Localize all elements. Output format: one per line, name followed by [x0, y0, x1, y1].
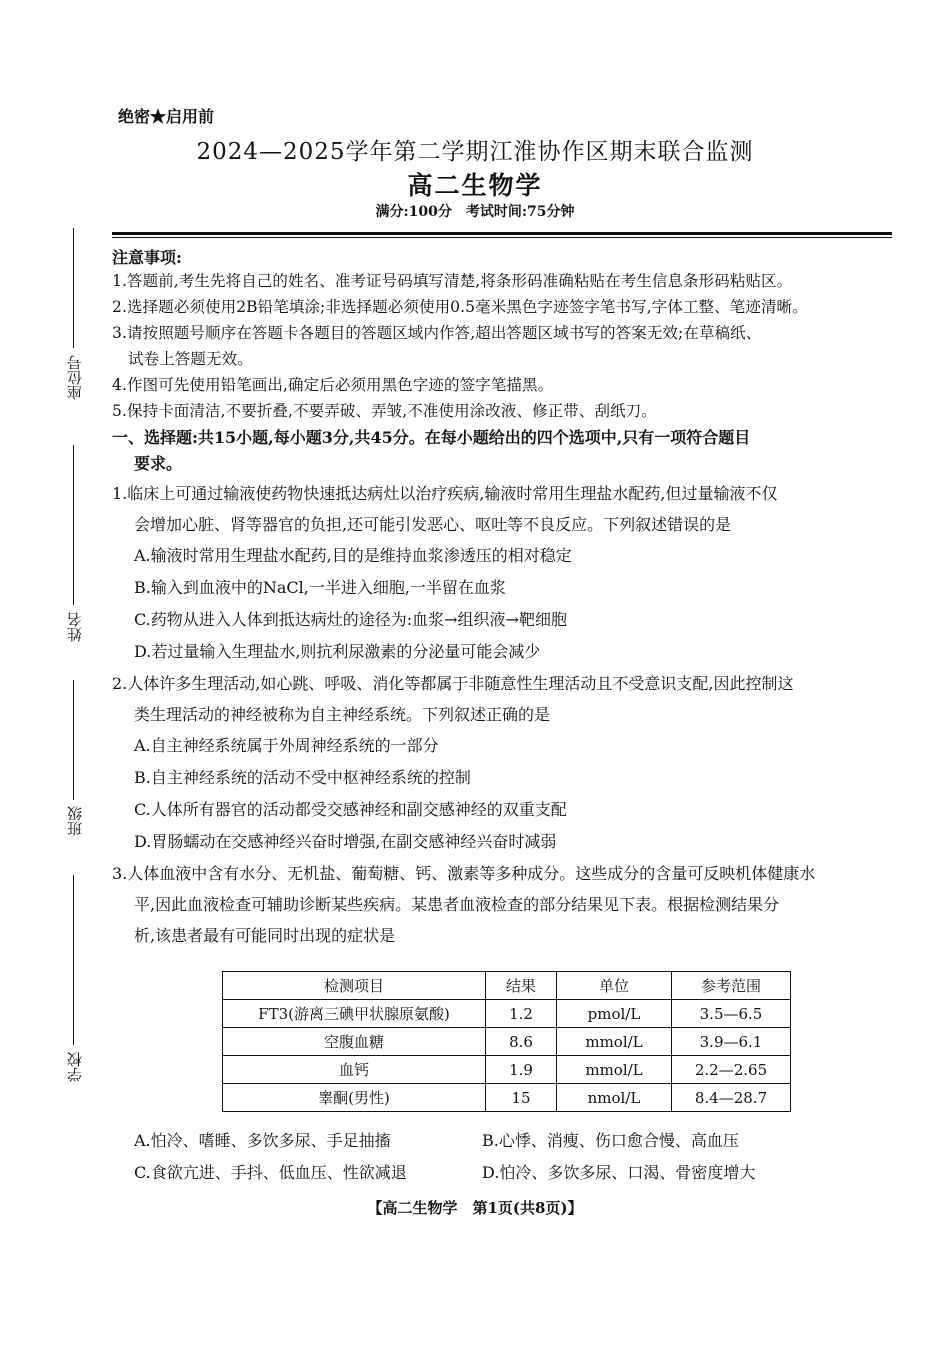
- table-cell: 2.2—2.65: [672, 1056, 791, 1084]
- q1-stem: 1.临床上可通过输液使药物快速抵达病灶以治疗疾病,输液时常用生理盐水配药,但过量输液不仅: [112, 484, 778, 503]
- q1-stem-cont: 会增加心脏、肾等器官的负担,还可能引发恶心、呕吐等不良反应。下列叙述错误的是: [134, 515, 732, 534]
- table-header-cell: 单位: [557, 972, 672, 1000]
- sidebar-school-label: 学校: [66, 1052, 84, 1082]
- exam-meta: 满分:100分 考试时间:75分钟: [375, 204, 575, 220]
- sidebar-line-class: [73, 680, 74, 800]
- notice-heading: 注意事项:: [112, 248, 182, 267]
- q3-option-d: D.怕冷、多饮多尿、口渴、骨密度增大: [482, 1163, 756, 1182]
- q3-stem-cont-1: 平,因此血液检查可辅助诊断某些疾病。某患者血液检查的部分结果见下表。根据检测结果分: [134, 895, 780, 914]
- q3-option-a: A.怕冷、嗜睡、多饮多尿、手足抽搐: [134, 1131, 391, 1150]
- table-cell: mmol/L: [557, 1056, 672, 1084]
- table-header-cell: 参考范围: [672, 972, 791, 1000]
- table-header-cell: 检测项目: [223, 972, 486, 1000]
- table-row: [223, 1028, 791, 1056]
- table-cell: FT3(游离三碘甲状腺原氨酸): [223, 1000, 486, 1028]
- q2-stem-cont: 类生理活动的神经被称为自主神经系统。下列叙述正确的是: [134, 705, 551, 724]
- sidebar-seat-label: 座位号: [66, 355, 84, 400]
- notice-item-3-cont: 试卷上答题无效。: [128, 350, 253, 368]
- q1-option-b: B.输入到血液中的NaCl,一半进入细胞,一半留在血浆: [134, 578, 506, 597]
- table-cell: 3.5—6.5: [672, 1000, 791, 1028]
- subject-title: 高二生物学: [407, 171, 543, 200]
- notice-item-1: 1.答题前,考生先将自己的姓名、准考证号码填写清楚,将条形码准确粘贴在考生信息条形码粘贴区。: [112, 272, 793, 290]
- notice-item-2: 2.选择题必须使用2B铅笔填涂;非选择题必须使用0.5毫米黑色字迹签字笔书写,字体工整、笔迹清晰。: [112, 298, 808, 316]
- table-row: [223, 1056, 791, 1084]
- table-row: [223, 1000, 791, 1028]
- sidebar-class-label: 班级: [66, 806, 84, 836]
- section-heading: 一、选择题:共15小题,每小题3分,共45分。在每小题给出的四个选项中,只有一项符合题目: [112, 428, 751, 447]
- blood-test-table: [222, 971, 791, 1112]
- q2-option-a: A.自主神经系统属于外周神经系统的一部分: [134, 736, 439, 755]
- table-cell: pmol/L: [557, 1000, 672, 1028]
- exam-title: 2024—2025学年第二学期江淮协作区期末联合监测: [196, 139, 754, 165]
- table-cell: mmol/L: [557, 1028, 672, 1056]
- table-cell: 15: [486, 1084, 557, 1112]
- table-cell: 空腹血糖: [223, 1028, 486, 1056]
- q3-stem-cont-2: 析,该患者最有可能同时出现的症状是: [134, 926, 396, 945]
- table-cell: 8.6: [486, 1028, 557, 1056]
- table-cell: 1.9: [486, 1056, 557, 1084]
- header-rule-thick: [112, 232, 892, 235]
- sidebar-name-label: 姓名: [66, 612, 84, 642]
- sidebar-line-school: [73, 875, 74, 1045]
- table-cell: 睾酮(男性): [223, 1084, 486, 1112]
- table-cell: 1.2: [486, 1000, 557, 1028]
- table-header-row: [223, 972, 791, 1000]
- table-cell: 8.4—28.7: [672, 1084, 791, 1112]
- page-footer: 【高二生物学 第1页(共8页)】: [367, 1199, 583, 1217]
- table-cell: 血钙: [223, 1056, 486, 1084]
- q2-option-c: C.人体所有器官的活动都受交感神经和副交感神经的双重支配: [134, 800, 567, 819]
- notice-item-5: 5.保持卡面清洁,不要折叠,不要弄破、弄皱,不准使用涂改液、修正带、刮纸刀。: [112, 402, 657, 420]
- q2-option-b: B.自主神经系统的活动不受中枢神经系统的控制: [134, 768, 471, 787]
- exam-content: [112, 250, 897, 959]
- q3-option-c: C.食欲亢进、手抖、低血压、性欲减退: [134, 1163, 407, 1182]
- q3-stem: 3.人体血液中含有水分、无机盐、葡萄糖、钙、激素等多种成分。这些成分的含量可反映机体健康水: [112, 864, 816, 883]
- q1-option-c: C.药物从进入人体到抵达病灶的途径为:血浆→组织液→靶细胞: [134, 610, 567, 629]
- q1-option-d: D.若过量输入生理盐水,则抗利尿激素的分泌量可能会减少: [134, 642, 541, 661]
- header-rule-thin: [112, 237, 892, 238]
- q1-option-a: A.输液时常用生理盐水配药,目的是维持血浆渗透压的相对稳定: [134, 546, 572, 565]
- section-heading-cont: 要求。: [134, 454, 183, 473]
- table-row: [223, 1084, 791, 1112]
- q2-option-d: D.胃肠蠕动在交感神经兴奋时增强,在副交感神经兴奋时减弱: [134, 832, 557, 851]
- sidebar-line-name: [73, 445, 74, 605]
- notice-item-3: 3.请按照题号顺序在答题卡各题目的答题区域内作答,超出答题区域书写的答案无效;在草稿纸、: [112, 324, 762, 342]
- notice-item-4: 4.作图可先使用铅笔画出,确定后必须用黑色字迹的签字笔描黑。: [112, 376, 554, 394]
- sidebar-line-seat: [73, 228, 74, 348]
- q2-stem: 2.人体许多生理活动,如心跳、呼吸、消化等都属于非随意性生理活动且不受意识支配,因此控制这: [112, 674, 794, 693]
- table-cell: 3.9—6.1: [672, 1028, 791, 1056]
- q3-option-b: B.心悸、消瘦、伤口愈合慢、高血压: [482, 1131, 739, 1150]
- table-header-cell: 结果: [486, 972, 557, 1000]
- table-cell: nmol/L: [557, 1084, 672, 1112]
- confidential-label: 绝密★启用前: [118, 107, 215, 126]
